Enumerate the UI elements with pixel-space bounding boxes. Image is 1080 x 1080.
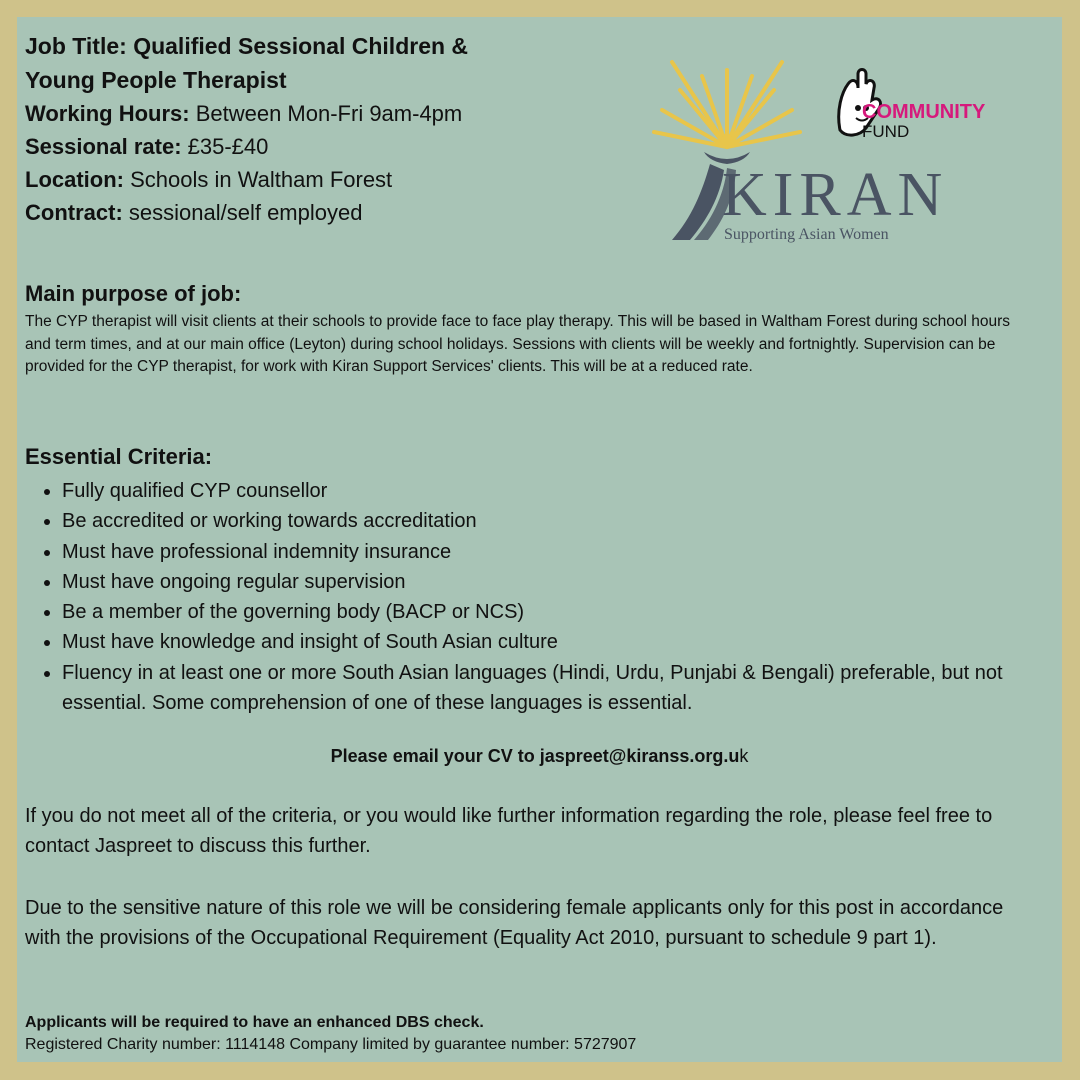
charity-number: Registered Charity number: 1114148 Company limited by guarantee number: 5727907: [25, 1036, 637, 1053]
sessional-rate-value: £35-£40: [181, 134, 269, 159]
footer: [25, 1012, 1025, 1056]
community-fund-line2: FUND: [862, 122, 910, 141]
working-hours-value: Between Mon-Fri 9am-4pm: [189, 101, 463, 126]
working-hours: [25, 97, 625, 130]
job-title-line1: Job Title: Qualified Sessional Children &: [25, 33, 469, 59]
job-title-line2: Young People Therapist: [25, 67, 287, 93]
hand-icon: [672, 164, 724, 240]
email-instruction: [17, 743, 1062, 769]
email-suffix: k: [739, 746, 749, 766]
kiran-wordmark: KIRAN: [722, 161, 949, 229]
purpose-text: The CYP therapist will visit clients at their schools to provide face to face play therapy. This will be based in Waltham Forest during school hours and term times, and at our main office (Leyton) during school holidays. Sessions with clients will be weekly and fortnightly. Supervision can be provided for the CYP therapist, for work with Kiran Support Services' clients. This will be at a reduced rate.: [25, 313, 1010, 375]
working-hours-label: Working Hours:: [25, 101, 190, 126]
criteria-item: • Must have professional indemnity insurance: [62, 537, 1025, 567]
email-prefix: Please email your CV to jaspreet@kiranss.org.u: [330, 746, 740, 766]
criteria-item: • Fluency in at least one or more South Asian languages (Hindi, Urdu, Punjabi & Bengali) preferable, but not essential. Some comprehension of one of these languages is essential.: [62, 658, 1025, 719]
criteria-item: • Must have knowledge and insight of South Asian culture: [62, 627, 1025, 657]
location-label: Location:: [25, 167, 124, 192]
contract: [25, 196, 625, 229]
purpose-heading: Main purpose of job:: [25, 281, 242, 306]
criteria-heading: Essential Criteria:: [25, 444, 213, 469]
contract-value: sessional/self employed: [122, 200, 363, 225]
criteria-item: • Fully qualified CYP counsellor: [62, 476, 1025, 506]
dbs-check-note: Applicants will be required to have an enhanced DBS check.: [25, 1014, 484, 1031]
contract-label: Contract:: [25, 200, 123, 225]
logos: [632, 52, 1052, 252]
further-info-paragraph: If you do not meet all of the criteria, or you would like further information regarding the role, please feel free to contact Jaspreet to discuss this further.: [25, 805, 993, 857]
job-ad-panel: [17, 17, 1062, 1062]
criteria-item: • Be a member of the governing body (BACP or NCS): [62, 597, 1025, 627]
criteria-item: • Be accredited or working towards accreditation: [62, 506, 1025, 536]
community-fund-logo: [862, 102, 985, 142]
job-header: [25, 29, 625, 229]
location: [25, 163, 625, 196]
criteria-item: • Must have ongoing regular supervision: [62, 567, 1025, 597]
community-fund-line1: COMMUNITY: [862, 101, 986, 123]
sessional-rate-label: Sessional rate:: [25, 134, 182, 159]
kiran-tagline: Supporting Asian Women: [724, 226, 889, 243]
essential-criteria-section: [25, 442, 1025, 718]
location-value: Schools in Waltham Forest: [124, 167, 393, 192]
sessional-rate: [25, 130, 625, 163]
criteria-list: [25, 476, 1025, 718]
occupational-requirement-paragraph: Due to the sensitive nature of this role we will be considering female applicants only for this post in accordance with the provisions of the Occupational Requirement (Equality Act 2010, pursuant to schedule 9 part 1).: [25, 897, 1004, 949]
main-purpose-section: [25, 279, 1025, 379]
